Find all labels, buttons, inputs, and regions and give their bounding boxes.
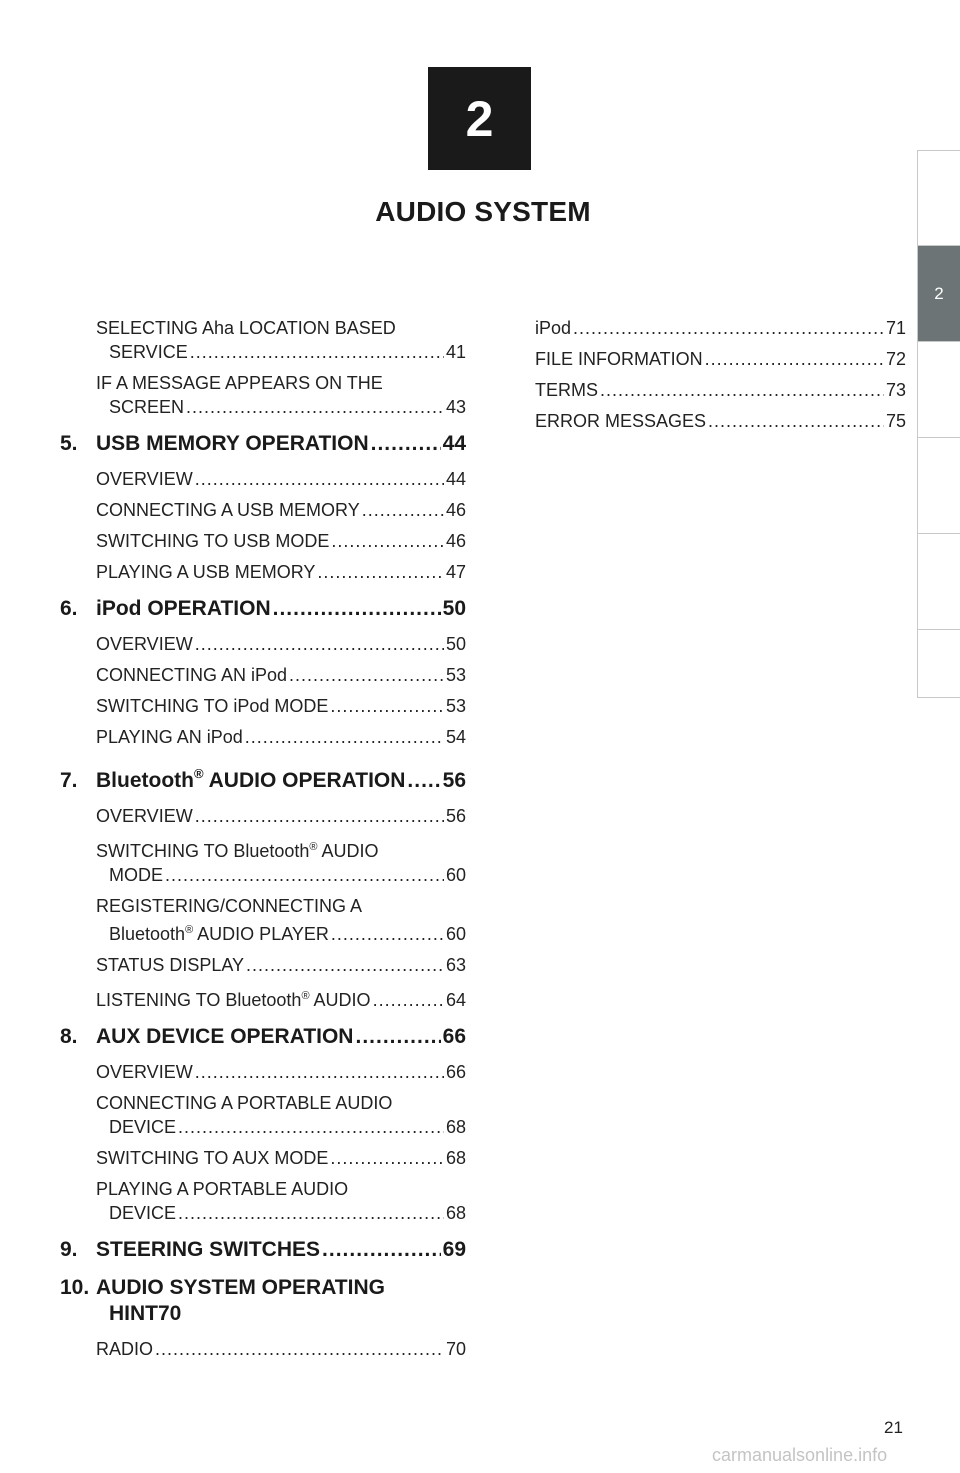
toc-entry[interactable]: OVERVIEW ..... 56 bbox=[60, 804, 466, 828]
toc-section-6[interactable]: 6. iPod OPERATION ..... 50 bbox=[60, 596, 466, 622]
toc-entry[interactable]: PLAYING AN iPod ..... 54 bbox=[60, 725, 466, 749]
side-tab-4[interactable]: 4 bbox=[918, 438, 960, 534]
toc-entry[interactable]: PLAYING A USB MEMORY ..... 47 bbox=[60, 560, 466, 584]
toc-entry[interactable]: LISTENING TO Bluetooth® AUDIO ..... 64 bbox=[60, 984, 466, 1012]
toc-entry[interactable]: iPod ..... 71 bbox=[535, 316, 906, 340]
toc-entry[interactable]: OVERVIEW ..... 44 bbox=[60, 467, 466, 491]
toc-entry[interactable]: CONNECTING AN iPod ..... 53 bbox=[60, 663, 466, 687]
watermark: carmanualsonline.info bbox=[712, 1445, 888, 1465]
toc-entry[interactable]: SWITCHING TO iPod MODE ..... 53 bbox=[60, 694, 466, 718]
toc-entry[interactable]: OVERVIEW ..... 66 bbox=[60, 1060, 466, 1084]
toc-section-10[interactable]: 10. AUDIO SYSTEM OPERATING HINT70 bbox=[60, 1276, 385, 1325]
page-number: 21 bbox=[884, 1418, 903, 1437]
toc-entry[interactable]: SWITCHING TO AUX MODE ..... 68 bbox=[60, 1146, 466, 1170]
toc-entry[interactable]: CONNECTING A USB MEMORY ..... 46 bbox=[60, 498, 466, 522]
toc-entry[interactable]: ERROR MESSAGES ..... 75 bbox=[535, 409, 906, 433]
toc-section-7[interactable]: 7. Bluetooth® AUDIO OPERATION ..... 56 bbox=[60, 761, 466, 794]
toc-entry[interactable]: RADIO ..... 70 bbox=[60, 1337, 466, 1361]
page-ref: 43 bbox=[445, 397, 466, 417]
chapter-number: 2 bbox=[465, 90, 494, 147]
toc-entry[interactable]: TERMS ..... 73 bbox=[535, 378, 906, 402]
side-tab-blank bbox=[918, 630, 960, 698]
toc-entry[interactable]: CONNECTING A PORTABLE AUDIO DEVICE ..... 68 bbox=[60, 1091, 466, 1139]
toc-entry[interactable]: IF A MESSAGE APPEARS ON THE SCREEN ..... 43 bbox=[60, 371, 466, 419]
side-tab-2[interactable]: 2 bbox=[918, 246, 960, 342]
toc-left-column bbox=[60, 316, 466, 1368]
toc-right-column bbox=[535, 316, 906, 440]
toc-entry[interactable]: STATUS DISPLAY ..... 63 bbox=[60, 953, 466, 977]
toc-entry[interactable]: REGISTERING/CONNECTING A Bluetooth® AUDIO PLAYER ..... 60 bbox=[60, 894, 466, 946]
toc-section-8[interactable]: 8. AUX DEVICE OPERATION ..... 66 bbox=[60, 1024, 466, 1050]
side-tab-1[interactable]: 1 bbox=[918, 150, 960, 246]
toc-section-9[interactable]: 9. STEERING SWITCHES ..... 69 bbox=[60, 1237, 466, 1263]
toc-section-5[interactable]: 5. USB MEMORY OPERATION ..... 44 bbox=[60, 431, 466, 457]
toc-entry[interactable]: FILE INFORMATION ..... 72 bbox=[535, 347, 906, 371]
toc-entry[interactable]: SWITCHING TO Bluetooth® AUDIO MODE ..... 60 bbox=[60, 835, 466, 887]
page-ref: 41 bbox=[445, 342, 466, 362]
chapter-number-box bbox=[428, 67, 531, 170]
toc-entry[interactable]: SWITCHING TO USB MODE ..... 46 bbox=[60, 529, 466, 553]
chapter-side-tabs bbox=[917, 150, 960, 698]
toc-entry[interactable]: SELECTING Aha LOCATION BASED SERVICE ..... 41 bbox=[60, 316, 466, 364]
toc-entry[interactable]: OVERVIEW ..... 50 bbox=[60, 632, 466, 656]
toc-entry[interactable]: PLAYING A PORTABLE AUDIO DEVICE ..... 68 bbox=[60, 1177, 466, 1225]
side-tab-3[interactable]: 3 bbox=[918, 342, 960, 438]
side-tab-5[interactable]: 5 bbox=[918, 534, 960, 630]
chapter-title: AUDIO SYSTEM bbox=[375, 196, 591, 227]
